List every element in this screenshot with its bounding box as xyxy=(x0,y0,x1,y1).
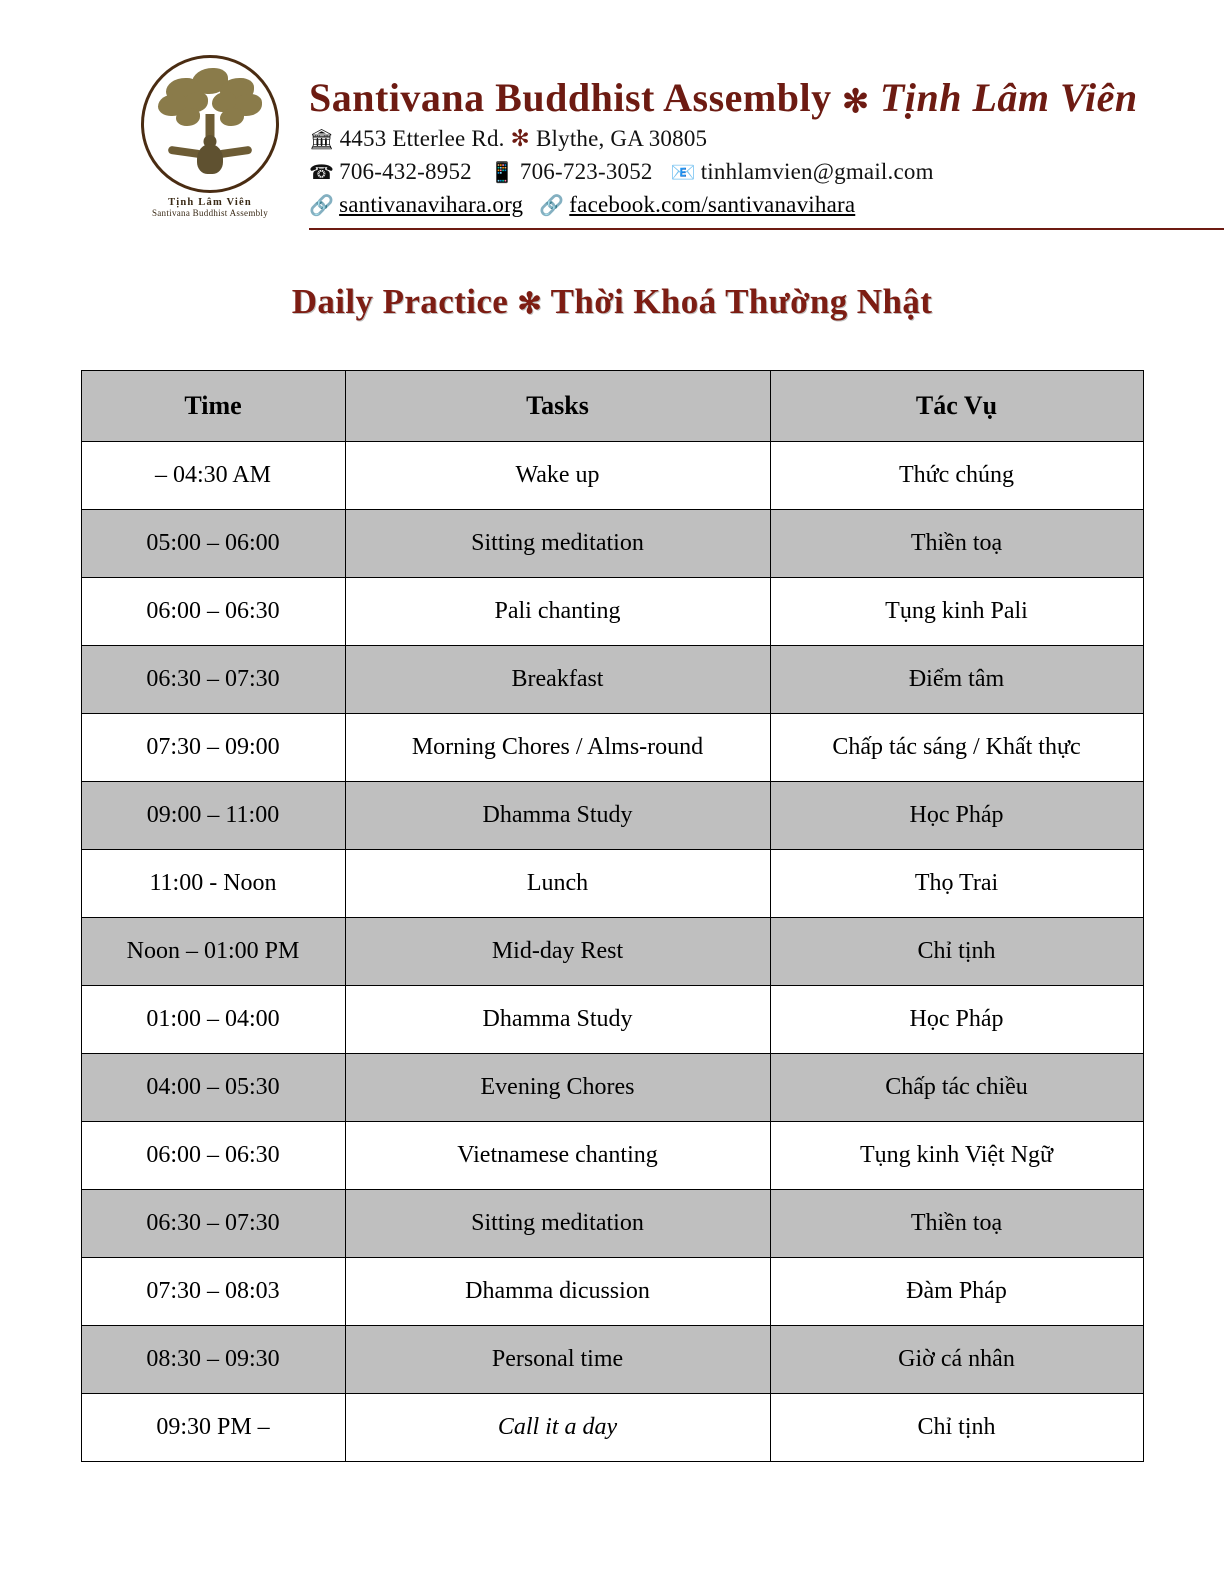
cell-tacvu: Tụng kinh Pali xyxy=(770,578,1143,646)
logo-caption-vn: Tịnh Lâm Viên xyxy=(168,197,252,208)
cell-time: 07:30 – 09:00 xyxy=(81,714,345,782)
header-divider xyxy=(309,228,1224,230)
cell-time: 09:30 PM – xyxy=(81,1394,345,1462)
building-icon: 🏛 xyxy=(309,129,335,151)
cell-tacvu: Chấp tác sáng / Khất thực xyxy=(770,714,1143,782)
cell-tacvu: Thiền toạ xyxy=(770,510,1143,578)
cell-task: Call it a day xyxy=(345,1394,770,1462)
table-row xyxy=(81,646,1143,714)
organization-logo xyxy=(135,55,285,218)
table-row xyxy=(81,1122,1143,1190)
cell-tacvu: Chỉ tịnh xyxy=(770,918,1143,986)
letterhead-text xyxy=(285,55,1224,230)
cell-time: 05:00 – 06:00 xyxy=(81,510,345,578)
logo-emblem xyxy=(141,55,279,193)
cell-tacvu: Học Pháp xyxy=(770,782,1143,850)
cell-task: Pali chanting xyxy=(345,578,770,646)
cell-time: 06:30 – 07:30 xyxy=(81,1190,345,1258)
cell-task: Dhamma Study xyxy=(345,986,770,1054)
cell-tacvu: Thọ Trai xyxy=(770,850,1143,918)
page-title-vn: Thời Khoá Thường Nhật xyxy=(550,282,933,321)
cell-time: 09:00 – 11:00 xyxy=(81,782,345,850)
link-icon: 🔗 xyxy=(309,195,335,217)
page-title-en: Daily Practice xyxy=(291,282,509,321)
page-title xyxy=(0,282,1224,322)
logo-caption-en: Santivana Buddhist Assembly xyxy=(151,208,269,218)
cell-task: Dhamma dicussion xyxy=(345,1258,770,1326)
mobile-phone-icon: 📱 xyxy=(489,162,515,184)
address-line xyxy=(309,126,1224,152)
cell-task: Wake up xyxy=(345,442,770,510)
cell-time: 07:30 – 08:03 xyxy=(81,1258,345,1326)
street-address: 4453 Etterlee Rd. xyxy=(339,126,505,151)
organization-name-en: Santivana Buddhist Assembly xyxy=(309,75,832,120)
table-row xyxy=(81,578,1143,646)
table-row xyxy=(81,918,1143,986)
meditating-figure-icon xyxy=(197,144,223,174)
organization-name xyxy=(309,77,1224,119)
cell-tacvu: Tụng kinh Việt Ngữ xyxy=(770,1122,1143,1190)
cell-tacvu: Chấp tác chiều xyxy=(770,1054,1143,1122)
web-line xyxy=(309,192,1224,218)
cell-time: 06:00 – 06:30 xyxy=(81,1122,345,1190)
table-row xyxy=(81,714,1143,782)
star-separator-icon: ✻ xyxy=(517,288,543,320)
table-row xyxy=(81,1326,1143,1394)
cell-time: 08:30 – 09:30 xyxy=(81,1326,345,1394)
cell-tacvu: Chỉ tịnh xyxy=(770,1394,1143,1462)
table-row xyxy=(81,1394,1143,1462)
phone-primary: 706-432-8952 xyxy=(339,159,472,184)
column-header-tasks: Tasks xyxy=(345,371,770,442)
table-row xyxy=(81,442,1143,510)
cell-tacvu: Học Pháp xyxy=(770,986,1143,1054)
cell-task: Personal time xyxy=(345,1326,770,1394)
table-row xyxy=(81,510,1143,578)
cell-time: Noon – 01:00 PM xyxy=(81,918,345,986)
cell-time: 04:00 – 05:30 xyxy=(81,1054,345,1122)
table-row xyxy=(81,782,1143,850)
column-header-time: Time xyxy=(81,371,345,442)
cell-task: Breakfast xyxy=(345,646,770,714)
cell-tacvu: Điểm tâm xyxy=(770,646,1143,714)
contact-line xyxy=(309,159,1224,185)
star-separator-icon: ✻ xyxy=(842,83,870,119)
cell-time: 06:30 – 07:30 xyxy=(81,646,345,714)
cell-time: 06:00 – 06:30 xyxy=(81,578,345,646)
phone-secondary: 706-723-3052 xyxy=(519,159,653,184)
cell-task: Lunch xyxy=(345,850,770,918)
table-header-row xyxy=(81,371,1143,442)
website-link[interactable]: santivanavihara.org xyxy=(339,192,524,217)
organization-name-vn: Tịnh Lâm Viên xyxy=(879,75,1138,120)
cell-task: Sitting meditation xyxy=(345,510,770,578)
cell-tacvu: Đàm Pháp xyxy=(770,1258,1143,1326)
table-row xyxy=(81,1190,1143,1258)
cell-task: Mid-day Rest xyxy=(345,918,770,986)
city-state-zip: Blythe, GA 30805 xyxy=(535,126,708,151)
cell-task: Evening Chores xyxy=(345,1054,770,1122)
table-body xyxy=(81,442,1143,1462)
cell-task: Morning Chores / Alms-round xyxy=(345,714,770,782)
table-row xyxy=(81,986,1143,1054)
letterhead xyxy=(0,0,1224,230)
email-icon: 📧 xyxy=(670,162,696,184)
cell-tacvu: Thức chúng xyxy=(770,442,1143,510)
table-row xyxy=(81,1054,1143,1122)
daily-schedule-table xyxy=(81,370,1144,1462)
link-icon: 🔗 xyxy=(539,195,565,217)
cell-tacvu: Thiền toạ xyxy=(770,1190,1143,1258)
facebook-link[interactable]: facebook.com/santivanavihara xyxy=(569,192,856,217)
star-separator-icon: ✻ xyxy=(510,126,531,151)
cell-tacvu: Giờ cá nhân xyxy=(770,1326,1143,1394)
column-header-tacvu: Tác Vụ xyxy=(770,371,1143,442)
email-address: tinhlamvien@gmail.com xyxy=(700,159,934,184)
telephone-icon: ☎ xyxy=(309,162,335,184)
table-row xyxy=(81,1258,1143,1326)
cell-task: Sitting meditation xyxy=(345,1190,770,1258)
cell-time: 11:00 - Noon xyxy=(81,850,345,918)
cell-time: 01:00 – 04:00 xyxy=(81,986,345,1054)
cell-task: Vietnamese chanting xyxy=(345,1122,770,1190)
table-row xyxy=(81,850,1143,918)
cell-task: Dhamma Study xyxy=(345,782,770,850)
cell-time: – 04:30 AM xyxy=(81,442,345,510)
